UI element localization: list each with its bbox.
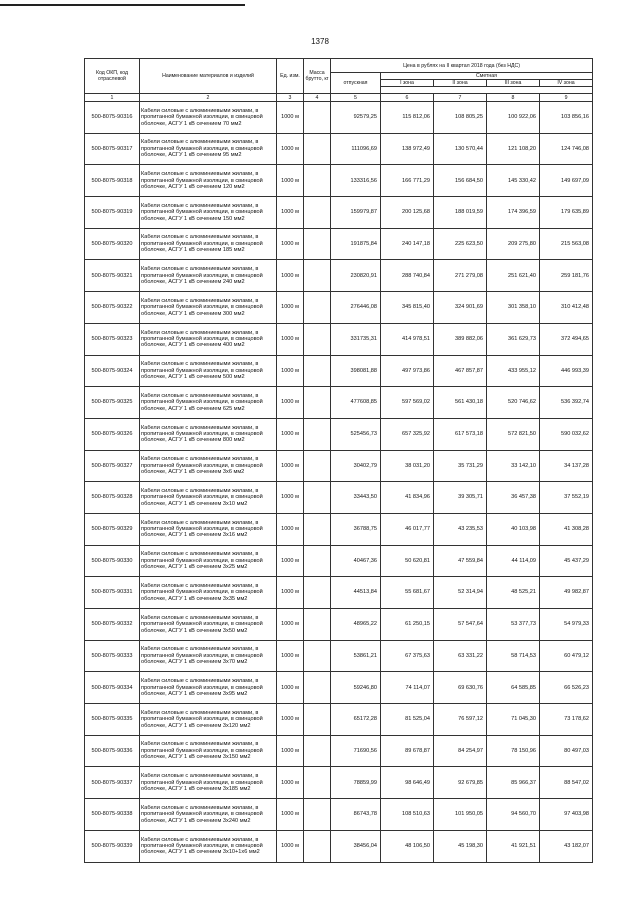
price-release: 71690,56 (331, 735, 381, 767)
item-code: 500-8075-90335 (85, 704, 140, 736)
item-unit: 1000 м (277, 387, 304, 419)
table-row (85, 672, 593, 704)
item-mass (304, 830, 331, 862)
price-zone-4: 80 497,03 (540, 735, 593, 767)
price-zone-4: 97 403,98 (540, 799, 593, 831)
price-zone-3: 251 621,40 (487, 260, 540, 292)
item-mass (304, 197, 331, 229)
table-row (85, 767, 593, 799)
item-code: 500-8075-90339 (85, 830, 140, 862)
item-name (140, 102, 277, 134)
item-unit: 1000 м (277, 640, 304, 672)
item-name (140, 513, 277, 545)
table-row (85, 292, 593, 324)
item-name (140, 545, 277, 577)
price-zone-2: 63 331,22 (434, 640, 487, 672)
page-number: 1378 (311, 37, 329, 46)
price-zone-4: 124 746,08 (540, 133, 593, 165)
item-unit: 1000 м (277, 767, 304, 799)
price-release: 48965,22 (331, 609, 381, 641)
item-code: 500-8075-90324 (85, 355, 140, 387)
item-unit: 1000 м (277, 197, 304, 229)
header-zone-3: III зона (487, 80, 540, 87)
item-code: 500-8075-90331 (85, 577, 140, 609)
table-row (85, 513, 593, 545)
price-zone-4: 88 547,02 (540, 767, 593, 799)
item-unit: 1000 м (277, 165, 304, 197)
price-release: 276446,08 (331, 292, 381, 324)
price-zone-3: 209 275,80 (487, 228, 540, 260)
price-zone-4: 49 982,87 (540, 577, 593, 609)
price-release: 111096,69 (331, 133, 381, 165)
price-zone-2: 561 430,18 (434, 387, 487, 419)
price-zone-1: 61 250,15 (381, 609, 434, 641)
price-zone-2: 92 679,85 (434, 767, 487, 799)
item-unit: 1000 м (277, 735, 304, 767)
col-number: 1 (85, 94, 140, 102)
item-mass (304, 260, 331, 292)
price-zone-1: 38 031,20 (381, 450, 434, 482)
price-table (84, 58, 593, 863)
item-unit: 1000 м (277, 545, 304, 577)
price-zone-3: 85 966,37 (487, 767, 540, 799)
item-mass (304, 735, 331, 767)
item-unit: 1000 м (277, 577, 304, 609)
table-header (85, 59, 593, 102)
item-unit: 1000 м (277, 292, 304, 324)
item-name-text: Кабели силовые с алюминиевыми жилами, в пропитанной бумажной изоляции, в свинцовой оболочке, АСГУ 1 кВ сечением 120 мм2 (141, 171, 263, 190)
price-zone-4: 372 494,65 (540, 323, 593, 355)
price-zone-2: 57 547,64 (434, 609, 487, 641)
item-mass (304, 577, 331, 609)
item-unit: 1000 м (277, 228, 304, 260)
price-zone-1: 200 125,68 (381, 197, 434, 229)
item-code: 500-8075-90336 (85, 735, 140, 767)
col-number: 8 (487, 94, 540, 102)
header-zone-2: II зона (434, 80, 487, 87)
price-release: 33443,50 (331, 482, 381, 514)
price-zone-2: 76 597,12 (434, 704, 487, 736)
price-zone-3: 301 358,10 (487, 292, 540, 324)
item-mass (304, 133, 331, 165)
item-unit: 1000 м (277, 830, 304, 862)
item-unit: 1000 м (277, 355, 304, 387)
item-name (140, 323, 277, 355)
header-price-group: Цена в рублях на II квартал 2018 года (без НДС) (331, 59, 593, 73)
price-release: 38456,04 (331, 830, 381, 862)
price-zone-1: 345 815,40 (381, 292, 434, 324)
table-row (85, 609, 593, 641)
item-code: 500-8075-90317 (85, 133, 140, 165)
item-code: 500-8075-90325 (85, 387, 140, 419)
price-zone-2: 389 882,06 (434, 323, 487, 355)
price-zone-3: 100 922,06 (487, 102, 540, 134)
price-release: 159979,87 (331, 197, 381, 229)
table-row (85, 355, 593, 387)
price-zone-3: 53 377,73 (487, 609, 540, 641)
price-zone-2: 156 684,50 (434, 165, 487, 197)
item-mass (304, 292, 331, 324)
item-name (140, 387, 277, 419)
item-name-text: Кабели силовые с алюминиевыми жилами, в пропитанной бумажной изоляции, в свинцовой оболочке, АСГУ 1 кВ сечением 625 мм2 (141, 392, 263, 412)
item-name (140, 672, 277, 704)
item-name (140, 133, 277, 165)
price-zone-2: 35 731,29 (434, 450, 487, 482)
price-zone-1: 138 972,49 (381, 133, 434, 165)
price-release: 92579,25 (331, 102, 381, 134)
price-zone-4: 259 181,76 (540, 260, 593, 292)
table-body (85, 102, 593, 863)
item-unit: 1000 м (277, 672, 304, 704)
item-mass (304, 609, 331, 641)
table-row (85, 577, 593, 609)
item-mass (304, 450, 331, 482)
price-zone-1: 55 681,67 (381, 577, 434, 609)
price-zone-1: 115 812,06 (381, 102, 434, 134)
price-zone-2: 69 630,76 (434, 672, 487, 704)
price-zone-3: 361 629,73 (487, 323, 540, 355)
price-zone-3: 48 525,21 (487, 577, 540, 609)
header-zone-4: IV зона (540, 80, 593, 87)
item-code: 500-8075-90322 (85, 292, 140, 324)
item-name (140, 799, 277, 831)
price-release: 53861,21 (331, 640, 381, 672)
price-zone-3: 71 045,30 (487, 704, 540, 736)
item-mass (304, 545, 331, 577)
price-release: 191875,84 (331, 228, 381, 260)
price-zone-1: 81 525,04 (381, 704, 434, 736)
item-name (140, 767, 277, 799)
item-name (140, 355, 277, 387)
col-number: 5 (331, 94, 381, 102)
item-mass (304, 767, 331, 799)
header-zone-1: I зона (381, 80, 434, 87)
table-row (85, 228, 593, 260)
item-code: 500-8075-90326 (85, 418, 140, 450)
table-row (85, 640, 593, 672)
price-zone-2: 52 314,94 (434, 577, 487, 609)
price-zone-3: 145 330,42 (487, 165, 540, 197)
item-name-text: Кабели силовые с алюминиевыми жилами, в пропитанной бумажной изоляции, в свинцовой оболочке, АСГУ 1 кВ сечением 500 мм2 (141, 361, 263, 381)
item-name-text: Кабели силовые с алюминиевыми жилами, в пропитанной бумажной изоляции, в свинцовой оболочке, АСГУ 1 кВ сечением 400 мм2 (141, 329, 263, 349)
price-zone-4: 45 437,29 (540, 545, 593, 577)
price-zone-4: 41 308,28 (540, 513, 593, 545)
item-name-text: Кабели силовые с алюминиевыми жилами, в пропитанной бумажной изоляции, в свинцовой оболочке, АСГУ 1 кВ сечением 70 мм2 (141, 107, 263, 127)
item-name (140, 735, 277, 767)
price-zone-3: 520 746,62 (487, 387, 540, 419)
header-unit: Ед. изм. (277, 59, 304, 94)
table-row (85, 735, 593, 767)
col-number: 4 (304, 94, 331, 102)
item-name (140, 260, 277, 292)
item-name (140, 228, 277, 260)
item-name-text: Кабели силовые с алюминиевыми жилами, в пропитанной бумажной изоляции, в свинцовой оболочке, АСГУ 1 кВ сечением 3х25 мм2 (141, 551, 263, 571)
price-zone-1: 657 325,92 (381, 418, 434, 450)
item-name-text: Кабели силовые с алюминиевыми жилами, в пропитанной бумажной изоляции, в свинцовой оболочке, АСГУ 1 кВ сечением 3х10+1х6 мм2 (141, 836, 263, 856)
price-release: 230820,91 (331, 260, 381, 292)
item-unit: 1000 м (277, 133, 304, 165)
price-zone-1: 288 740,84 (381, 260, 434, 292)
col-number: 2 (140, 94, 277, 102)
item-code: 500-8075-90319 (85, 197, 140, 229)
price-release: 36788,75 (331, 513, 381, 545)
table-row (85, 197, 593, 229)
price-zone-1: 50 620,81 (381, 545, 434, 577)
price-zone-2: 84 254,97 (434, 735, 487, 767)
item-name-text: Кабели силовые с алюминиевыми жилами, в пропитанной бумажной изоляции, в свинцовой оболочке, АСГУ 1 кВ сечением 3х10 мм2 (141, 487, 263, 507)
price-zone-4: 149 697,09 (540, 165, 593, 197)
header-mass: Масса брутто, кг (304, 59, 331, 94)
item-name-text: Кабели силовые с алюминиевыми жилами, в пропитанной бумажной изоляции, в свинцовой оболочке, АСГУ 1 кВ сечением 3х70 мм2 (141, 646, 263, 666)
price-zone-4: 179 635,89 (540, 197, 593, 229)
item-name (140, 482, 277, 514)
item-code: 500-8075-90329 (85, 513, 140, 545)
price-zone-2: 188 019,59 (434, 197, 487, 229)
item-mass (304, 165, 331, 197)
price-zone-3: 433 955,12 (487, 355, 540, 387)
item-unit: 1000 м (277, 450, 304, 482)
price-zone-4: 215 563,08 (540, 228, 593, 260)
price-release: 477608,85 (331, 387, 381, 419)
price-zone-1: 98 646,49 (381, 767, 434, 799)
column-number-row (85, 94, 593, 102)
price-zone-3: 174 396,59 (487, 197, 540, 229)
table-row (85, 545, 593, 577)
price-zone-2: 47 559,84 (434, 545, 487, 577)
item-name (140, 577, 277, 609)
price-zone-2: 130 570,44 (434, 133, 487, 165)
price-zone-2: 617 573,18 (434, 418, 487, 450)
price-zone-2: 225 623,50 (434, 228, 487, 260)
price-zone-1: 67 375,63 (381, 640, 434, 672)
price-zone-3: 44 114,09 (487, 545, 540, 577)
table-row (85, 387, 593, 419)
price-release: 65172,28 (331, 704, 381, 736)
price-zone-4: 590 032,62 (540, 418, 593, 450)
price-release: 525456,73 (331, 418, 381, 450)
price-release: 44513,84 (331, 577, 381, 609)
price-zone-4: 60 479,12 (540, 640, 593, 672)
item-mass (304, 228, 331, 260)
item-name (140, 292, 277, 324)
item-code: 500-8075-90320 (85, 228, 140, 260)
item-unit: 1000 м (277, 513, 304, 545)
item-code: 500-8075-90337 (85, 767, 140, 799)
item-mass (304, 482, 331, 514)
item-name-text: Кабели силовые с алюминиевыми жилами, в пропитанной бумажной изоляции, в свинцовой оболочке, АСГУ 1 кВ сечением 185 мм2 (141, 234, 263, 254)
item-name (140, 418, 277, 450)
item-mass (304, 799, 331, 831)
price-zone-1: 108 510,63 (381, 799, 434, 831)
item-unit: 1000 м (277, 418, 304, 450)
item-name-text: Кабели силовые с алюминиевыми жилами, в пропитанной бумажной изоляции, в свинцовой оболочке, АСГУ 1 кВ сечением 240 мм2 (141, 266, 263, 285)
price-zone-3: 58 714,53 (487, 640, 540, 672)
price-zone-4: 103 856,16 (540, 102, 593, 134)
item-code: 500-8075-90316 (85, 102, 140, 134)
item-mass (304, 704, 331, 736)
item-code: 500-8075-90328 (85, 482, 140, 514)
item-code: 500-8075-90323 (85, 323, 140, 355)
item-unit: 1000 м (277, 482, 304, 514)
price-zone-1: 240 147,18 (381, 228, 434, 260)
price-zone-2: 324 901,69 (434, 292, 487, 324)
price-release: 133316,56 (331, 165, 381, 197)
item-unit: 1000 м (277, 102, 304, 134)
item-mass (304, 355, 331, 387)
table-row (85, 165, 593, 197)
header-release: отпускная (331, 73, 381, 94)
price-zone-1: 597 569,02 (381, 387, 434, 419)
item-name (140, 830, 277, 862)
item-unit: 1000 м (277, 704, 304, 736)
item-unit: 1000 м (277, 799, 304, 831)
price-zone-1: 48 106,50 (381, 830, 434, 862)
col-number: 3 (277, 94, 304, 102)
item-name (140, 609, 277, 641)
price-zone-1: 497 973,86 (381, 355, 434, 387)
top-rule (0, 4, 245, 6)
item-name (140, 704, 277, 736)
item-code: 500-8075-90327 (85, 450, 140, 482)
price-zone-3: 40 103,98 (487, 513, 540, 545)
item-name-text: Кабели силовые с алюминиевыми жилами, в пропитанной бумажной изоляции, в свинцовой оболочке, АСГУ 1 кВ сечением 3х6 мм2 (141, 456, 263, 476)
table-row (85, 704, 593, 736)
price-zone-1: 74 114,07 (381, 672, 434, 704)
table-row (85, 260, 593, 292)
price-zone-2: 467 857,87 (434, 355, 487, 387)
item-name (140, 165, 277, 197)
item-name-text: Кабели силовые с алюминиевыми жилами, в пропитанной бумажной изоляции, в свинцовой оболочке, АСГУ 1 кВ сечением 3х35 мм2 (141, 583, 263, 602)
item-name-text: Кабели силовые с алюминиевыми жилами, в пропитанной бумажной изоляции, в свинцовой оболочке, АСГУ 1 кВ сечением 150 мм2 (141, 202, 263, 222)
price-zone-1: 166 771,29 (381, 165, 434, 197)
item-name-text: Кабели силовые с алюминиевыми жилами, в пропитанной бумажной изоляции, в свинцовой оболочке, АСГУ 1 кВ сечением 3х16 мм2 (141, 519, 263, 539)
price-zone-4: 66 526,23 (540, 672, 593, 704)
item-name-text: Кабели силовые с алюминиевыми жилами, в пропитанной бумажной изоляции, в свинцовой оболочке, АСГУ 1 кВ сечением 800 мм2 (141, 424, 263, 444)
col-number: 6 (381, 94, 434, 102)
item-mass (304, 418, 331, 450)
price-zone-3: 78 150,96 (487, 735, 540, 767)
item-name-text: Кабели силовые с алюминиевыми жилами, в пропитанной бумажной изоляции, в свинцовой оболочке, АСГУ 1 кВ сечением 3х150 мм2 (141, 741, 263, 761)
price-zone-2: 108 805,25 (434, 102, 487, 134)
price-zone-2: 271 279,08 (434, 260, 487, 292)
item-mass (304, 672, 331, 704)
item-name-text: Кабели силовые с алюминиевыми жилами, в пропитанной бумажной изоляции, в свинцовой оболочке, АСГУ 1 кВ сечением 95 мм2 (141, 139, 263, 159)
table-row (85, 450, 593, 482)
item-mass (304, 513, 331, 545)
price-zone-4: 54 979,33 (540, 609, 593, 641)
col-number: 7 (434, 94, 487, 102)
item-name-text: Кабели силовые с алюминиевыми жилами, в пропитанной бумажной изоляции, в свинцовой оболочке, АСГУ 1 кВ сечением 3х185 мм2 (141, 773, 263, 792)
item-mass (304, 102, 331, 134)
price-release: 40467,36 (331, 545, 381, 577)
price-zone-2: 101 950,05 (434, 799, 487, 831)
price-release: 331735,31 (331, 323, 381, 355)
table-row (85, 830, 593, 862)
price-zone-1: 41 834,96 (381, 482, 434, 514)
price-zone-1: 46 017,77 (381, 513, 434, 545)
price-zone-3: 36 457,38 (487, 482, 540, 514)
price-zone-4: 37 552,19 (540, 482, 593, 514)
item-name-text: Кабели силовые с алюминиевыми жилами, в пропитанной бумажной изоляции, в свинцовой оболочке, АСГУ 1 кВ сечением 3х120 мм2 (141, 709, 263, 729)
price-zone-3: 94 560,70 (487, 799, 540, 831)
price-release: 398081,88 (331, 355, 381, 387)
item-unit: 1000 м (277, 260, 304, 292)
price-release: 78859,99 (331, 767, 381, 799)
table-row (85, 133, 593, 165)
item-code: 500-8075-90330 (85, 545, 140, 577)
price-zone-4: 34 137,28 (540, 450, 593, 482)
table-row (85, 418, 593, 450)
table-row (85, 102, 593, 134)
price-zone-4: 73 178,62 (540, 704, 593, 736)
price-release: 30402,79 (331, 450, 381, 482)
item-name-text: Кабели силовые с алюминиевыми жилами, в пропитанной бумажной изоляции, в свинцовой оболочке, АСГУ 1 кВ сечением 3х240 мм2 (141, 804, 263, 824)
item-code: 500-8075-90318 (85, 165, 140, 197)
item-code: 500-8075-90332 (85, 609, 140, 641)
table-row (85, 799, 593, 831)
price-zone-3: 33 142,10 (487, 450, 540, 482)
price-zone-3: 41 921,51 (487, 830, 540, 862)
item-name (140, 640, 277, 672)
price-zone-4: 310 412,48 (540, 292, 593, 324)
table-row (85, 482, 593, 514)
item-code: 500-8075-90338 (85, 799, 140, 831)
item-code: 500-8075-90333 (85, 640, 140, 672)
price-zone-2: 45 198,30 (434, 830, 487, 862)
item-name-text: Кабели силовые с алюминиевыми жилами, в пропитанной бумажной изоляции, в свинцовой оболочке, АСГУ 1 кВ сечением 300 мм2 (141, 297, 263, 317)
price-zone-4: 536 392,74 (540, 387, 593, 419)
item-unit: 1000 м (277, 609, 304, 641)
item-mass (304, 640, 331, 672)
item-name-text: Кабели силовые с алюминиевыми жилами, в пропитанной бумажной изоляции, в свинцовой оболочке, АСГУ 1 кВ сечением 3х50 мм2 (141, 614, 263, 634)
header-estimate: Сметная (381, 73, 593, 80)
item-code: 500-8075-90334 (85, 672, 140, 704)
item-code: 500-8075-90321 (85, 260, 140, 292)
price-zone-4: 43 182,07 (540, 830, 593, 862)
price-release: 59246,80 (331, 672, 381, 704)
col-number: 9 (540, 94, 593, 102)
price-release: 86743,78 (331, 799, 381, 831)
price-zone-3: 64 585,85 (487, 672, 540, 704)
item-name (140, 197, 277, 229)
price-zone-1: 89 678,87 (381, 735, 434, 767)
header-name: Наименование материалов и изделий (140, 59, 277, 94)
price-zone-4: 446 993,39 (540, 355, 593, 387)
price-zone-3: 572 821,50 (487, 418, 540, 450)
item-mass (304, 323, 331, 355)
price-zone-2: 39 305,71 (434, 482, 487, 514)
item-name (140, 450, 277, 482)
price-zone-1: 414 978,51 (381, 323, 434, 355)
header-code: Код ОКП, код отраслевой (85, 59, 140, 94)
item-mass (304, 387, 331, 419)
table-row (85, 323, 593, 355)
price-zone-2: 43 235,53 (434, 513, 487, 545)
price-zone-3: 121 108,20 (487, 133, 540, 165)
item-unit: 1000 м (277, 323, 304, 355)
item-name-text: Кабели силовые с алюминиевыми жилами, в пропитанной бумажной изоляции, в свинцовой оболочке, АСГУ 1 кВ сечением 3х95 мм2 (141, 678, 263, 697)
